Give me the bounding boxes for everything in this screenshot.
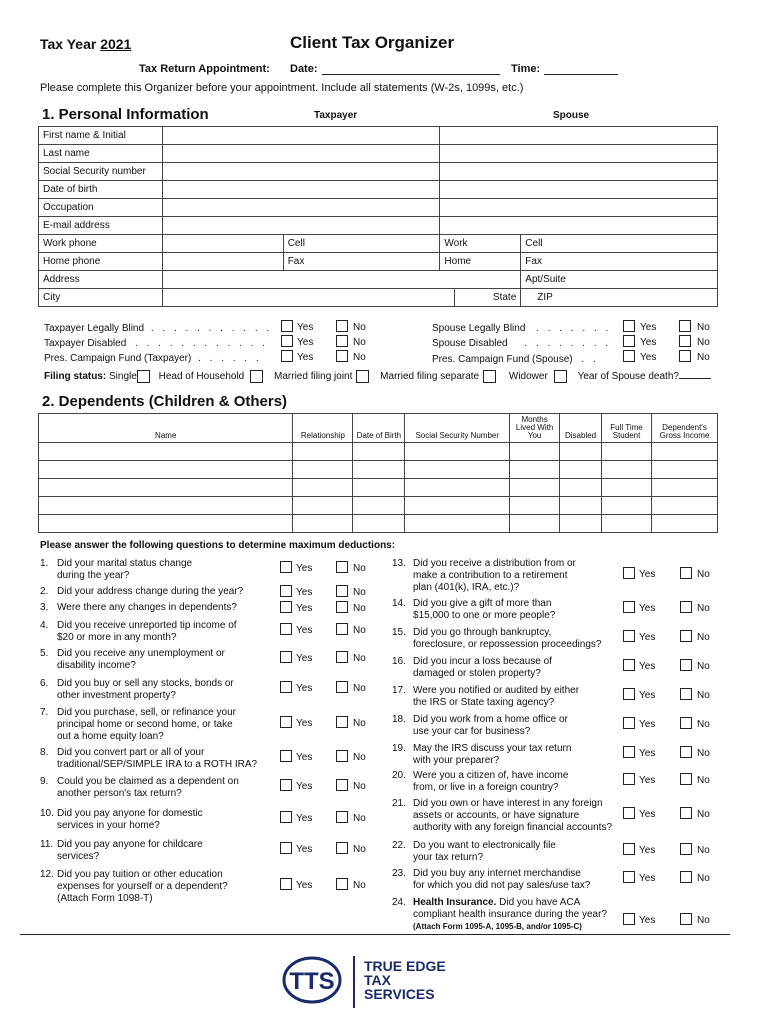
question-text: $15,000 to one or more people? [413,610,556,621]
tp-last-name[interactable] [162,145,439,163]
yes-label: Yes [639,690,656,701]
no-label: No [697,352,710,363]
question-text: Did you buy any internet merchandise [413,868,581,879]
question-text: Were there any changes in dependents? [57,602,237,613]
yes-checkbox[interactable] [280,716,292,728]
question-text: Did you incur a loss because of [413,656,552,667]
yes-label: Yes [639,661,656,672]
no-checkbox[interactable] [336,716,348,728]
dependents-heading: 2. Dependents (Children & Others) [42,393,288,410]
yes-label: Yes [296,603,313,614]
question-number: 18. [392,714,406,725]
tp-occupation[interactable] [162,199,439,217]
yes-label: Yes [640,337,657,348]
row-label: Address [39,271,163,289]
question-text: Did you receive a distribution from or [413,558,576,569]
yes-label: Yes [296,653,313,664]
logo-divider [353,956,355,1008]
question-text: Did you own or have interest in any foreign [413,798,603,809]
question-number: 1. [40,558,49,569]
question-text: use your car for business? [413,726,531,737]
question-text: Did you receive any unemployment or [57,648,225,659]
question-number: 20. [392,770,406,781]
question-number: 5. [40,648,49,659]
col-disabled: Disabled [560,414,602,443]
questions-heading: Please answer the following questions to determine maximum deductions: [40,540,396,551]
tp-cell[interactable]: Cell [283,235,440,253]
question-text: (Attach Form 1098-T) [57,893,153,904]
question-text: services in your home? [57,820,160,831]
table-row [39,443,718,461]
question-text: Were you notified or audited by either [413,685,580,696]
question-number: 4. [40,620,49,631]
sp-fax[interactable]: Fax [521,253,718,271]
tp-dob[interactable] [162,181,439,199]
no-checkbox[interactable] [336,585,348,597]
row-label: Occupation [39,199,163,217]
company-logo [282,955,346,1010]
no-checkbox[interactable] [336,842,348,854]
question-text: out a home equity loan? [57,731,164,742]
question-number: 21. [392,798,406,809]
yes-checkbox[interactable] [280,681,292,693]
single-checkbox[interactable] [137,370,150,383]
row-label: Social Security number [39,163,163,181]
no-label: No [353,718,366,729]
question-number: 3. [40,602,49,613]
question-text: Do you want to electronically file [413,840,556,851]
question-text: Did you pay tuition or other education [57,869,223,880]
question-number: 10. [40,808,54,819]
no-label: No [353,587,366,598]
company-name: TRUE EDGE TAX SERVICES [364,958,446,1002]
sp-campaign-yes-checkbox[interactable] [623,350,635,362]
appointment-label: Tax Return Appointment: [139,63,270,75]
no-label: No [697,845,710,856]
question-text: $20 or more in any month? [57,632,177,643]
question-text: Did you receive unreported tip income of [57,620,237,631]
widower-checkbox[interactable] [554,370,567,383]
question-number: 6. [40,678,49,689]
question-text: Were you a citizen of, have income [413,770,569,781]
question-text: make a contribution to a retirement [413,570,568,581]
no-checkbox[interactable] [680,601,692,613]
question-text: Did you buy or sell any stocks, bonds or [57,678,234,689]
question-text: compliant health insurance during the year? [413,909,608,920]
yes-label: Yes [639,809,656,820]
yes-checkbox[interactable] [623,630,635,642]
no-checkbox[interactable] [336,561,348,573]
yes-label: Yes [296,625,313,636]
no-label: No [697,809,710,820]
yes-label: Yes [296,844,313,855]
yes-checkbox[interactable] [623,773,635,785]
no-label: No [697,775,710,786]
question-number: 15. [392,627,406,638]
no-checkbox[interactable] [336,878,348,890]
no-checkbox[interactable] [680,688,692,700]
question-text: authority with any foreign financial accounts? [413,822,613,833]
sp-ssn[interactable] [440,163,718,181]
no-checkbox[interactable] [336,681,348,693]
sp-first-name[interactable] [440,127,718,145]
sp-campaign-no-checkbox[interactable] [679,350,691,362]
no-label: No [697,873,710,884]
yes-checkbox[interactable] [623,717,635,729]
no-label: No [697,661,710,672]
sp-last-name[interactable] [440,145,718,163]
no-label: No [353,603,366,614]
yes-label: Yes [296,587,313,598]
sp-blind-label: Spouse Legally Blind . . . . . . . [432,323,612,334]
city-field[interactable] [162,289,454,307]
tts-logo-icon [282,955,346,1005]
yes-checkbox[interactable] [280,842,292,854]
question-number: 19. [392,743,406,754]
instructions: Please complete this Organizer before your appointment. Include all statements (W-2s, 1099s, etc.) [40,82,524,94]
question-text: Could you be claimed as a dependent on [57,776,239,787]
time-label: Time: [511,63,541,75]
row-label: Last name [39,145,163,163]
yes-checkbox[interactable] [280,811,292,823]
no-label: No [353,844,366,855]
no-checkbox[interactable] [336,811,348,823]
yes-checkbox[interactable] [280,561,292,573]
yes-label: Yes [297,322,314,333]
tax-year-label: Tax Year 2021 [40,36,132,52]
no-label: No [353,563,366,574]
row-label: Home phone [39,253,163,271]
row-label: City [39,289,163,307]
no-checkbox[interactable] [680,807,692,819]
yes-label: Yes [639,748,656,759]
question-text: the IRS or State taxing agency? [413,697,555,708]
no-label: No [353,322,366,333]
tp-blind-yes-checkbox[interactable] [281,320,293,332]
filing-status-row: Filing status: Single Head of Household Married filing joint Married filing separate Widower Year of Spouse death? [44,370,711,383]
question-text: Did you go through bankruptcy, [413,627,552,638]
no-checkbox[interactable] [336,779,348,791]
yes-label: Yes [296,813,313,824]
no-checkbox[interactable] [680,773,692,785]
sp-disabled-label: Spouse Disabled . . . . . . . . [432,338,612,349]
table-row [39,461,718,479]
question-text: assets or accounts, or have signature [413,810,580,821]
personal-heading: 1. Personal Information [42,106,209,123]
question-text: Did your address change during the year? [57,586,244,597]
yes-checkbox[interactable] [623,843,635,855]
question-text: principal home or second home, or take [57,719,233,730]
no-checkbox[interactable] [680,843,692,855]
col-name: Name [39,414,293,443]
mfj-checkbox[interactable] [356,370,369,383]
date-field[interactable] [322,74,500,75]
sp-occupation[interactable] [440,199,718,217]
no-checkbox[interactable] [336,750,348,762]
no-label: No [353,813,366,824]
yes-checkbox[interactable] [280,651,292,663]
table-row [39,515,718,533]
yes-label: Yes [640,322,657,333]
table-row [39,479,718,497]
table-row [39,497,718,515]
yes-label: Yes [297,337,314,348]
question-number: 16. [392,656,406,667]
dependents-table [38,413,718,533]
question-text: Did you pay anyone for childcare [57,839,203,850]
yes-checkbox[interactable] [623,871,635,883]
tp-disabled-yes-checkbox[interactable] [281,335,293,347]
yes-label: Yes [639,603,656,614]
tp-email[interactable] [162,217,439,235]
yes-label: Yes [296,781,313,792]
row-label: First name & Initial [39,127,163,145]
question-text: for which you did not pay sales/use tax? [413,880,591,891]
no-checkbox[interactable] [336,651,348,663]
tax-year-value: 2021 [100,36,132,52]
no-label: No [353,352,366,363]
yes-label: Yes [639,845,656,856]
no-checkbox[interactable] [680,717,692,729]
col-ssn: Social Security Number [405,414,510,443]
question-text: other investment property? [57,690,176,701]
yes-checkbox[interactable] [623,659,635,671]
no-checkbox[interactable] [680,871,692,883]
sp-blind-no-checkbox[interactable] [679,320,691,332]
sp-campaign-label: Pres. Campaign Fund (Spouse) . . [432,354,599,365]
question-text: Did you convert part or all of your [57,747,205,758]
sp-dob[interactable] [440,181,718,199]
question-text: during the year? [57,570,130,581]
col-months: Months Lived With You [510,414,560,443]
tp-campaign-label: Pres. Campaign Fund (Taxpayer) . . . . . . [44,353,262,364]
yes-label: Yes [296,718,313,729]
question-number: 11. [40,839,54,850]
tp-blind-label: Taxpayer Legally Blind . . . . . . . . . . . [44,323,273,334]
time-field[interactable] [544,74,618,75]
question-text: with your preparer? [413,755,500,766]
question-text: Did you purchase, sell, or refinance your [57,707,236,718]
question-number: 22. [392,840,406,851]
no-checkbox[interactable] [680,913,692,925]
question-number: 9. [40,776,49,787]
question-number: 2. [40,586,49,597]
question-number: 8. [40,747,49,758]
no-label: No [353,880,366,891]
no-label: No [697,719,710,730]
no-label: No [697,569,710,580]
tp-work-phone[interactable] [162,235,283,253]
yes-label: Yes [639,632,656,643]
question-text: your tax return? [413,852,484,863]
no-label: No [353,653,366,664]
yes-checkbox[interactable] [623,913,635,925]
tp-ssn[interactable] [162,163,439,181]
question-text: foreclosure, or repossession proceedings? [413,639,602,650]
year-death-field[interactable] [679,378,711,379]
no-label: No [353,337,366,348]
col-student: Full Time Student [602,414,652,443]
question-text: Health Insurance. Did you have ACA [413,897,581,908]
yes-checkbox[interactable] [623,601,635,613]
question-text: expenses for yourself or a dependent? [57,881,228,892]
no-checkbox[interactable] [336,623,348,635]
yes-label: Yes [296,880,313,891]
no-checkbox[interactable] [336,601,348,613]
yes-checkbox[interactable] [623,688,635,700]
personal-table [38,126,718,307]
question-text: another person's tax return? [57,788,182,799]
no-label: No [697,632,710,643]
row-label: Work phone [39,235,163,253]
sp-cell[interactable]: Cell [521,235,718,253]
sp-disabled-no-checkbox[interactable] [679,335,691,347]
yes-label: Yes [296,563,313,574]
tp-campaign-no-checkbox[interactable] [336,350,348,362]
question-number: 23. [392,868,406,879]
yes-label: Yes [639,719,656,730]
yes-checkbox[interactable] [280,585,292,597]
no-label: No [697,337,710,348]
no-checkbox[interactable] [680,746,692,758]
hoh-checkbox[interactable] [250,370,263,383]
no-label: No [697,748,710,759]
no-checkbox[interactable] [680,630,692,642]
tp-first-name[interactable] [162,127,439,145]
state-field[interactable]: State [455,289,521,307]
tp-fax[interactable]: Fax [283,253,440,271]
svg-text:TTS: TTS [289,968,335,995]
question-number: 12. [40,869,54,880]
question-text: (Attach Form 1095-A, 1095-B, and/or 1095-C) [413,922,582,931]
row-label: Date of birth [39,181,163,199]
col-relationship: Relationship [293,414,353,443]
question-text: Did you work from a home office or [413,714,568,725]
sp-home[interactable]: Home [440,253,521,271]
question-text: traditional/SEP/SIMPLE IRA to a ROTH IRA? [57,759,258,770]
no-label: No [697,603,710,614]
zip-field[interactable]: ZIP [521,289,718,307]
address-field[interactable] [162,271,520,289]
yes-checkbox[interactable] [280,878,292,890]
no-label: No [353,781,366,792]
yes-label: Yes [640,352,657,363]
no-label: No [697,690,710,701]
row-label: E-mail address [39,217,163,235]
question-number: 17. [392,685,406,696]
tp-blind-no-checkbox[interactable] [336,320,348,332]
yes-checkbox[interactable] [280,623,292,635]
yes-checkbox[interactable] [623,746,635,758]
yes-checkbox[interactable] [623,567,635,579]
yes-label: Yes [639,775,656,786]
question-text: disability income? [57,660,136,671]
no-checkbox[interactable] [680,659,692,671]
no-checkbox[interactable] [680,567,692,579]
sp-work[interactable]: Work [440,235,521,253]
question-text: damaged or stolen property? [413,668,541,679]
no-label: No [353,683,366,694]
question-number: 24. [392,897,406,908]
sp-email[interactable] [440,217,718,235]
question-text: from, or live in a foreign country? [413,782,559,793]
page-title: Client Tax Organizer [290,33,455,52]
question-text: Did you pay anyone for domestic [57,808,203,819]
yes-label: Yes [639,873,656,884]
yes-label: Yes [297,352,314,363]
yes-checkbox[interactable] [623,807,635,819]
no-label: No [353,625,366,636]
tp-disabled-no-checkbox[interactable] [336,335,348,347]
col-dob: Date of Birth [353,414,405,443]
question-text: Did you give a gift of more than [413,598,552,609]
yes-label: Yes [296,752,313,763]
spouse-col: Spouse [553,110,590,121]
question-number: 7. [40,707,49,718]
question-text: plan (401(k), IRA, etc.)? [413,582,520,593]
question-text: services? [57,851,100,862]
yes-checkbox[interactable] [280,601,292,613]
apt-field[interactable]: Apt/Suite [521,271,718,289]
date-label: Date: [290,63,318,75]
yes-label: Yes [639,915,656,926]
no-label: No [697,915,710,926]
footer-divider [20,934,730,935]
no-label: No [697,322,710,333]
yes-checkbox[interactable] [280,779,292,791]
tp-home-phone[interactable] [162,253,283,271]
question-number: 13. [392,558,406,569]
col-income: Dependent's Gross Income [652,414,718,443]
question-text: May the IRS discuss your tax return [413,743,572,754]
question-number: 14. [392,598,406,609]
yes-label: Yes [296,683,313,694]
sp-blind-yes-checkbox[interactable] [623,320,635,332]
tp-campaign-yes-checkbox[interactable] [281,350,293,362]
sp-disabled-yes-checkbox[interactable] [623,335,635,347]
mfs-checkbox[interactable] [483,370,496,383]
no-label: No [353,752,366,763]
yes-label: Yes [639,569,656,580]
yes-checkbox[interactable] [280,750,292,762]
question-text: Did your marital status change [57,558,193,569]
taxpayer-col: Taxpayer [314,110,358,121]
tp-disabled-label: Taxpayer Disabled . . . . . . . . . . . . [44,338,268,349]
